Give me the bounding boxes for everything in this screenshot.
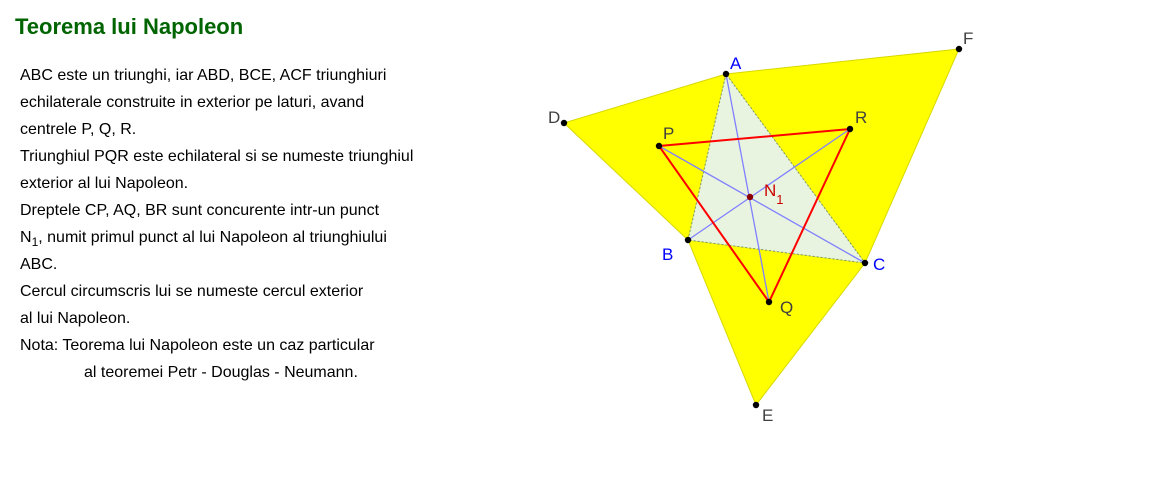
point-d[interactable] bbox=[561, 120, 567, 126]
text-line-8: ABC. bbox=[20, 256, 58, 273]
label-a: A bbox=[730, 54, 742, 73]
point-r[interactable] bbox=[847, 126, 853, 132]
label-b: B bbox=[662, 245, 674, 264]
point-b[interactable] bbox=[685, 237, 691, 243]
text-line-7-rest: , numit primul punct al lui Napoleon al triunghiului bbox=[38, 229, 387, 246]
text-line-3: centrele P, Q, R. bbox=[20, 121, 137, 138]
point-q[interactable] bbox=[766, 299, 772, 305]
napoleon-point-subscript: 1 bbox=[31, 235, 39, 249]
label-c: C bbox=[873, 255, 886, 274]
point-p[interactable] bbox=[656, 143, 662, 149]
label-n1-main: N bbox=[764, 181, 777, 200]
label-p: P bbox=[663, 124, 675, 143]
text-line-6: Dreptele CP, AQ, BR sunt concurente intr-un punct bbox=[20, 202, 380, 219]
text-line-11: Nota: Teorema lui Napoleon este un caz particular bbox=[20, 337, 375, 354]
label-n1-subscript: 1 bbox=[776, 192, 784, 207]
point-e[interactable] bbox=[753, 402, 759, 408]
label-r: R bbox=[855, 108, 868, 127]
text-line-2: echilaterale construite in exterior pe laturi, avand bbox=[20, 94, 365, 111]
point-n1[interactable] bbox=[747, 194, 753, 200]
label-f: F bbox=[963, 29, 974, 48]
text-line-9: Cercul circumscris lui se numeste cercul exterior bbox=[20, 283, 364, 300]
napoleon-point-symbol: N bbox=[20, 229, 32, 246]
text-line-1: ABC este un triunghi, iar ABD, BCE, ACF triunghiuri bbox=[20, 67, 387, 84]
text-line-12: al teoremei Petr - Douglas - Neumann. bbox=[84, 364, 358, 381]
label-e: E bbox=[762, 406, 774, 425]
text-line-5: exterior al lui Napoleon. bbox=[20, 175, 189, 192]
text-line-4: Triunghiul PQR este echilateral si se numeste triunghiul bbox=[20, 148, 414, 165]
point-c[interactable] bbox=[862, 260, 868, 266]
label-d: D bbox=[548, 108, 561, 127]
point-f[interactable] bbox=[956, 46, 962, 52]
point-a[interactable] bbox=[723, 71, 729, 77]
text-line-10: al lui Napoleon. bbox=[20, 310, 131, 327]
label-q: Q bbox=[780, 298, 794, 317]
page-title: Teorema lui Napoleon bbox=[15, 14, 244, 39]
triangle-bce bbox=[688, 240, 865, 405]
